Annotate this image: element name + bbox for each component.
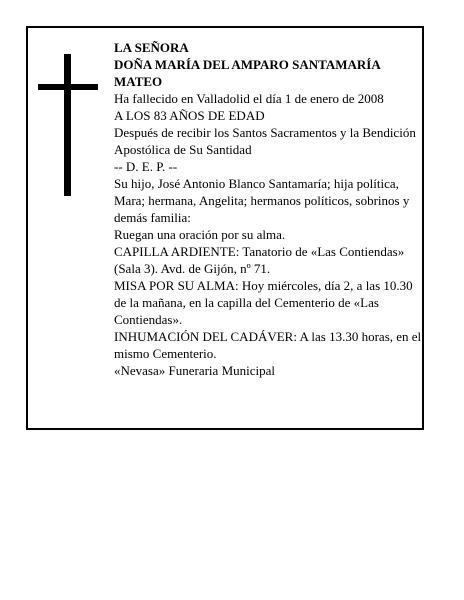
death-statement: Ha fallecido en Valladolid el día 1 de enero de 2008 [114, 91, 384, 106]
cross-icon-crossbar [38, 84, 98, 90]
funeral-home: «Nevasa» Funeraria Municipal [114, 363, 276, 378]
deceased-name-line1: DOÑA MARÍA DEL AMPARO SANTAMARÍA [114, 57, 381, 72]
age-statement: A LOS 83 AÑOS DE EDAD [114, 108, 265, 123]
obituary-text [114, 39, 428, 379]
rip-line: -- D. E. P. -- [114, 159, 178, 174]
mass-info: MISA POR SU ALMA: Hoy miércoles, día 2, a las 10.30 de la mañana, en la capilla del Cementerio de «Las Contiendas». [114, 278, 413, 327]
prayer-request: Ruegan una oración por su alma. [114, 227, 286, 242]
cross-icon [64, 54, 71, 196]
burial-info: INHUMACIÓN DEL CADÁVER: A las 13.30 horas, en el mismo Cementerio. [114, 329, 422, 361]
notice-title: LA SEÑORA [114, 40, 189, 55]
family-statement: Su hijo, José Antonio Blanco Santamaría; hija política, Mara; hermana, Angelita; hermanos políticos, sobrinos y demás familia: [114, 176, 410, 225]
chapel-info: CAPILLA ARDIENTE: Tanatorio de «Las Contiendas» (Sala 3). Avd. de Gijón, nº 71. [114, 244, 405, 276]
sacraments-statement: Después de recibir los Santos Sacramentos y la Bendición Apostólica de Su Santidad [114, 125, 416, 157]
deceased-name-line2: MATEO [114, 74, 163, 89]
